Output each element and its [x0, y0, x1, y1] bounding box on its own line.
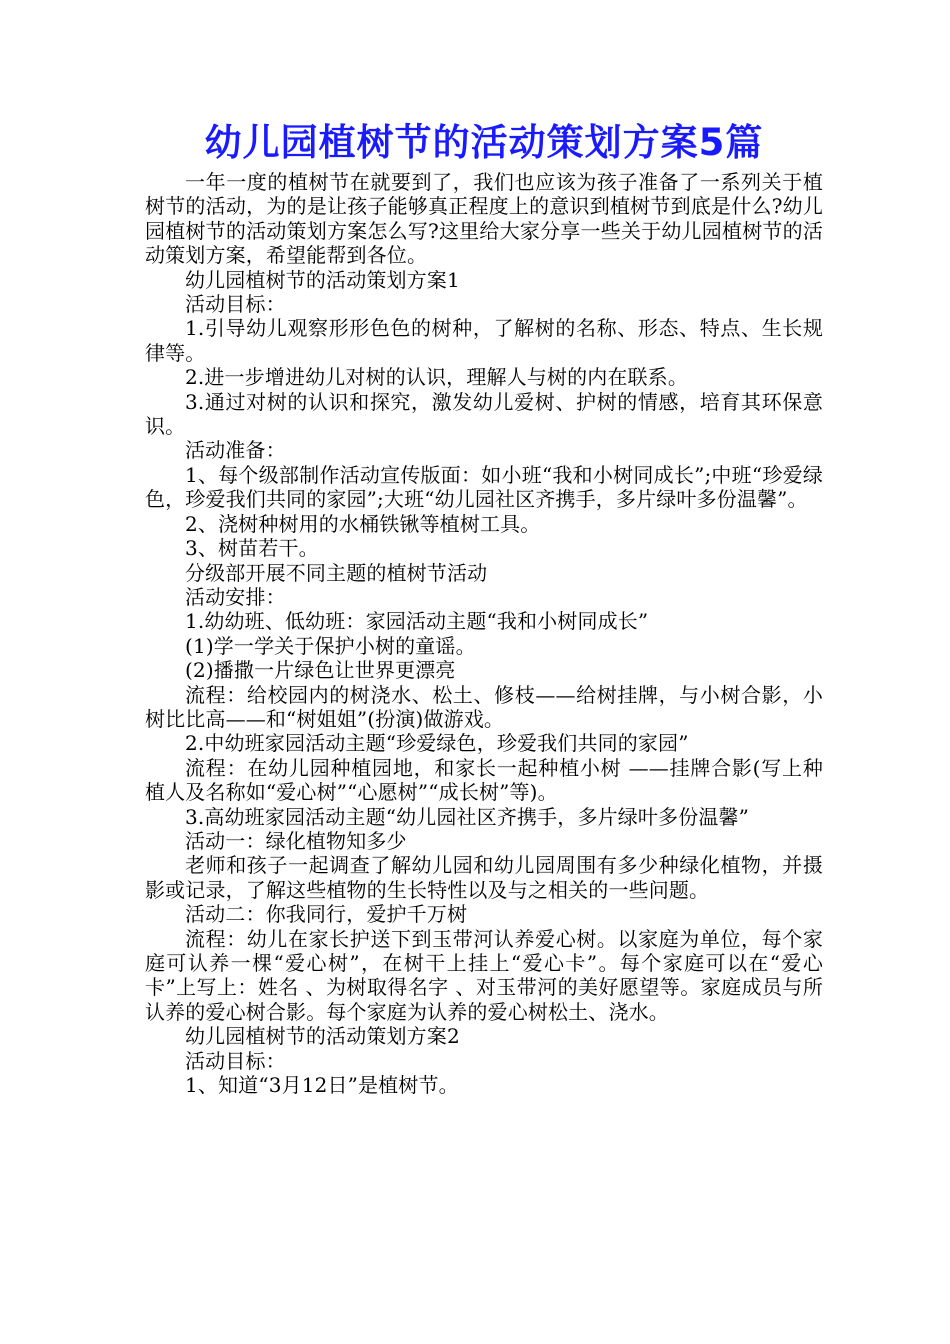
paragraph: 活动目标： [185, 1048, 286, 1073]
document-page [145, 118, 823, 1097]
paragraph: 1.引导幼儿观察形形色色的树种，了解树的名称、形态、特点、生长规律等。 [145, 316, 823, 365]
paragraph: 3.通过对树的认识和探究，激发幼儿爱树、护树的情感，培育其环保意识。 [145, 389, 823, 439]
paragraph: 活动一：绿化植物知多少 [185, 828, 407, 853]
paragraph: 流程：幼儿在家长护送下到玉带河认养爱心树。以家庭为单位，每个家庭可认养一棵“爱心树”，在树干上挂上“爱心卡”。每个家庭可以在“爱心卡”上写上：姓名 、为树取得名字 、对玉带河的美好愿望等。家庭成员与所认养的爱心树合影。每个家庭为认养的爱心树松土、浇水。 [145, 926, 823, 1024]
paragraph: 老师和孩子一起调查了解幼儿园和幼儿园周围有多少种绿化植物，并摄影或记录，了解这些植物的生长特性以及与之相关的一些问题。 [145, 853, 823, 902]
paragraph: 1.幼幼班、低幼班：家园活动主题“我和小树同成长” [185, 609, 649, 634]
paragraph: 一年一度的植树节在就要到了，我们也应该为孩子准备了一系列关于植树节的活动，为的是让孩子能够真正程度上的意识到植树节到底是什么?幼儿园植树节的活动策划方案怎么写?这里给大家分享一些关于幼儿园植树节的活动策划方案，希望能帮到各位。 [145, 170, 823, 268]
paragraph: 3.高幼班家园活动主题“幼儿园社区齐携手，多片绿叶多份温馨” [185, 804, 750, 829]
paragraph: 活动目标： [185, 292, 286, 317]
paragraph: (1)学一学关于保护小树的童谣。 [185, 633, 476, 658]
paragraph: 2、浇树种树用的水桶铁锹等植树工具。 [185, 511, 541, 536]
paragraph: 3、树苗若干。 [185, 536, 319, 561]
paragraph: 幼儿园植树节的活动策划方案2 [185, 1024, 460, 1049]
document-title: 幼儿园植树节的活动策划方案5篇 [204, 121, 764, 164]
document-body [145, 170, 823, 1097]
paragraph: 2.进一步增进幼儿对树的认识，理解人与树的内在联系。 [185, 365, 688, 390]
paragraph: 2.中幼班家园活动主题“珍爱绿色，珍爱我们共同的家园” [185, 731, 689, 756]
paragraph: 幼儿园植树节的活动策划方案1 [185, 267, 460, 292]
paragraph: 1、知道“3月12日”是植树节。 [185, 1073, 459, 1098]
paragraph: 分级部开展不同主题的植树节活动 [185, 560, 488, 585]
paragraph: 1、每个级部制作活动宣传版面：如小班“我和小树同成长”;中班“珍爱绿色，珍爱我们共同的家园”;大班“幼儿园社区齐携手，多片绿叶多份温馨”。 [145, 462, 823, 512]
paragraph: 活动准备： [185, 438, 286, 463]
paragraph: 流程：在幼儿园种植园地，和家长一起种植小树 ——挂牌合影(写上种植人及名称如“爱心树”“心愿树”“成长树”等)。 [145, 755, 823, 805]
paragraph: 活动安排： [185, 584, 286, 609]
paragraph: (2)播撒一片绿色让世界更漂亮 [185, 658, 456, 683]
paragraph: 流程：给校园内的树浇水、松土、修枝——给树挂牌，与小树合影，小树比比高——和“树姐姐”(扮演)做游戏。 [145, 682, 823, 731]
paragraph: 活动二：你我同行，爱护千万树 [185, 902, 468, 927]
